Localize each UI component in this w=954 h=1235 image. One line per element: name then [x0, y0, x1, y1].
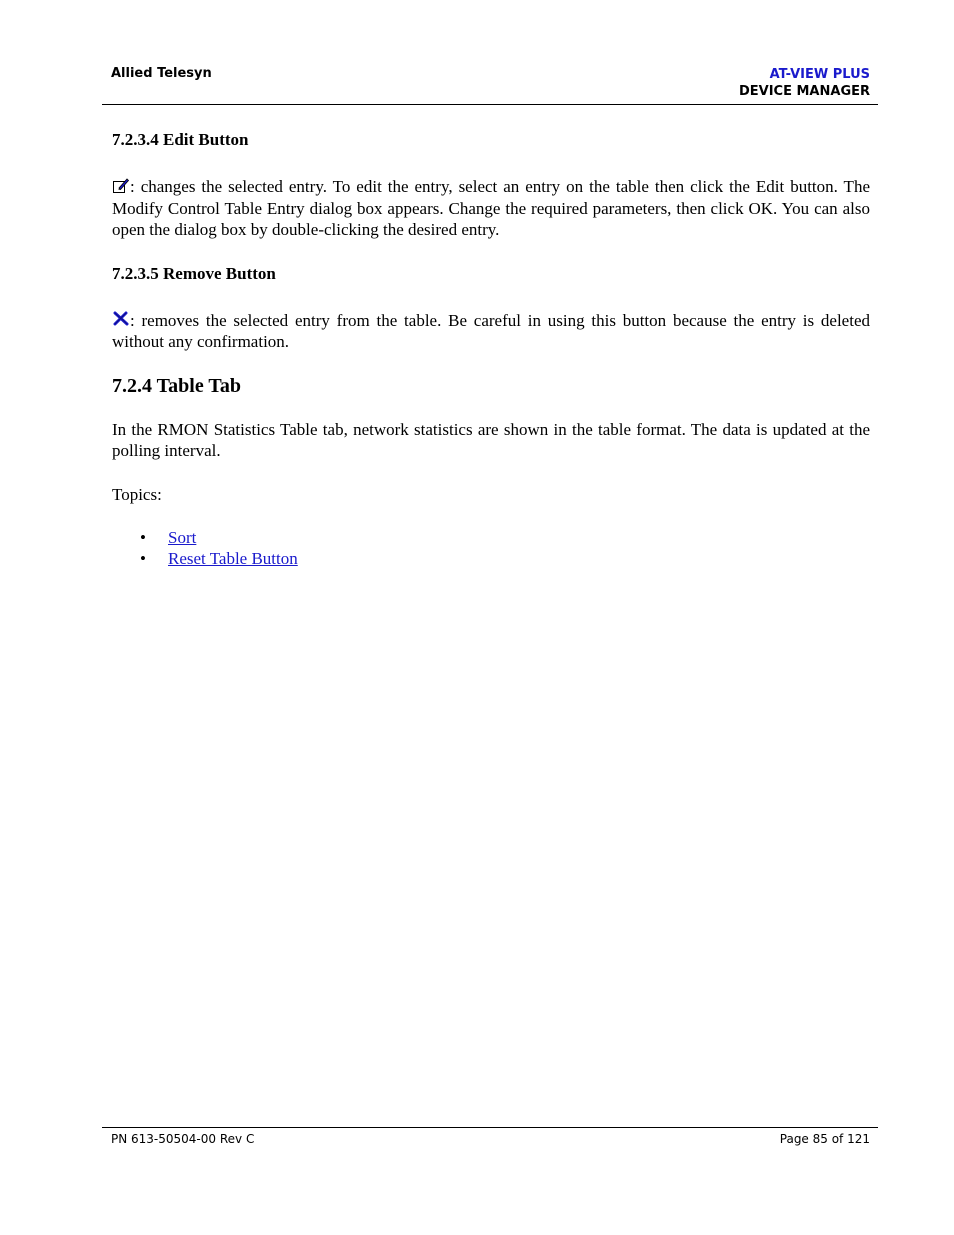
- header-product-block: [739, 66, 870, 100]
- footer-part-number: PN 613-50504-00 Rev C: [111, 1132, 255, 1146]
- edit-icon: [112, 177, 130, 194]
- topic-link-sort[interactable]: Sort: [168, 528, 197, 547]
- footer-page-number: Page 85 of 121: [779, 1132, 870, 1146]
- topics-label: Topics:: [112, 484, 162, 504]
- topic-item-sort: [112, 527, 870, 548]
- edit-button-paragraph: [112, 176, 870, 241]
- table-tab-paragraph: In the RMON Statistics Table tab, network statistics are shown in the table format. The data is updated at the polling interval.: [112, 419, 870, 460]
- remove-button-text: : removes the selected entry from the table. Be careful in using this button because the entry is deleted without any confirmation.: [112, 310, 870, 351]
- remove-button-heading: 7.2.3.5 Remove Button: [112, 263, 276, 283]
- bullet: •: [140, 528, 146, 547]
- footer-divider: [102, 1127, 878, 1128]
- header-company: Allied Telesyn: [111, 66, 212, 81]
- edit-button-heading: 7.2.3.4 Edit Button: [112, 130, 249, 149]
- page-body: [112, 128, 870, 569]
- remove-button-paragraph: [112, 310, 870, 353]
- remove-icon: [112, 311, 130, 328]
- header-product: AT-VIEW PLUS: [769, 67, 870, 82]
- edit-button-text: : changes the selected entry. To edit the entry, select an entry on the table then click the Edit button. The Modify Control Table Entry dialog box appears. Change the required parameters, then click OK. You can also open the dialog box by double-clicking the desired entry.: [112, 177, 870, 239]
- header-module: DEVICE MANAGER: [738, 84, 870, 99]
- topics-list: [112, 527, 870, 569]
- header-divider: [102, 104, 878, 105]
- topic-item-reset-table-button: [112, 548, 870, 569]
- bullet: •: [140, 549, 146, 568]
- table-tab-heading: 7.2.4 Table Tab: [112, 374, 241, 397]
- topic-link-reset-table-button[interactable]: Reset Table Button: [168, 549, 298, 568]
